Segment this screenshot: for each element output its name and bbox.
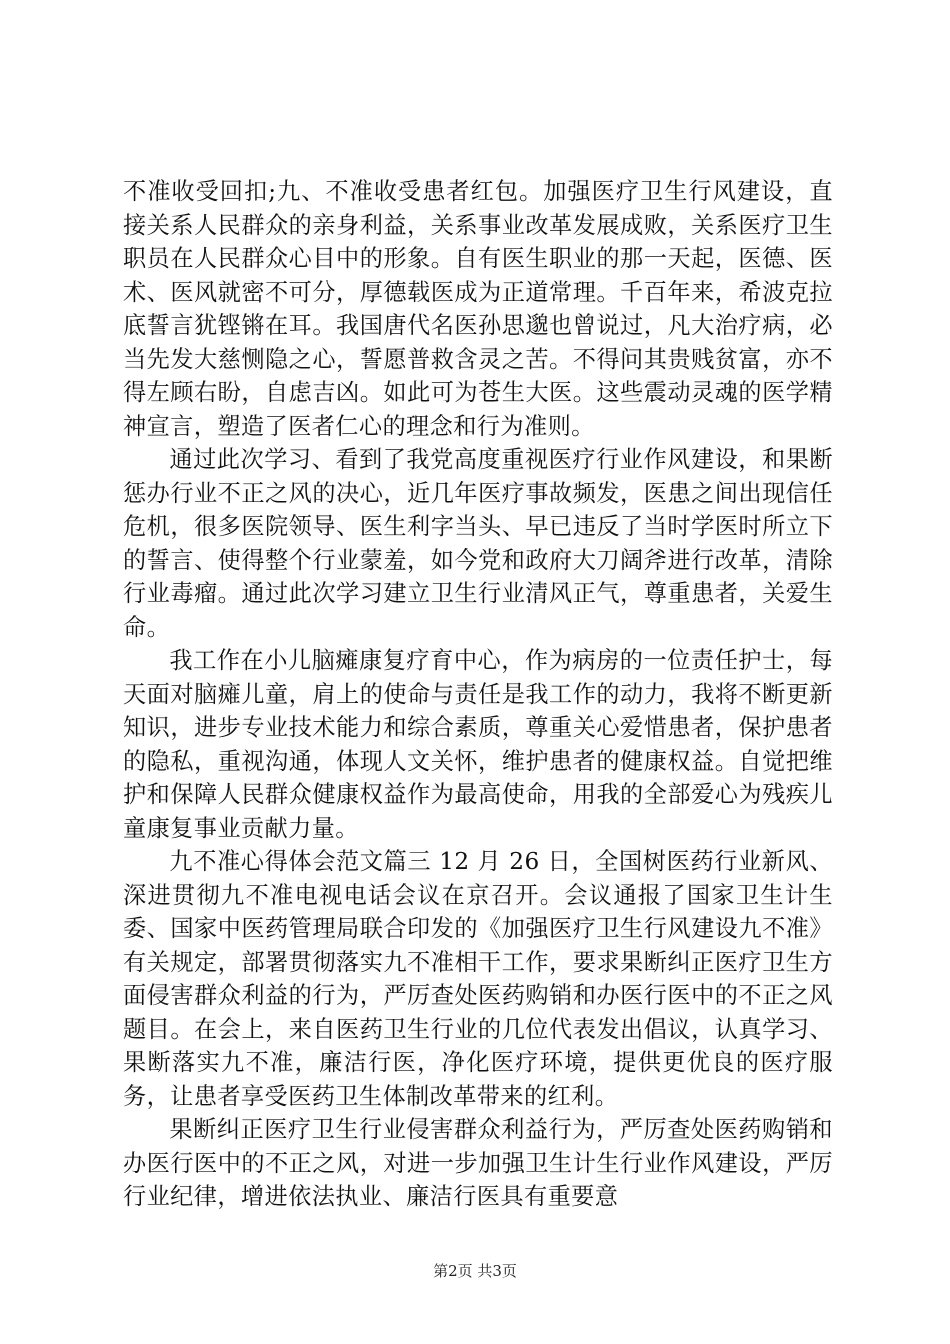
paragraph-1: 不准收受回扣;九、不准收受患者红包。加强医疗卫生行风建设，直接关系人民群众的亲身利益，关系事业改革发展成败，关系医疗卫生职员在人民群众心目中的形象。自有医生职业的那一天起，医德、医术、医风就密不可分，厚德载医成为正道常理。千百年来，希波克拉底誓言犹铿锵在耳。我国唐代名医孙思邈也曾说过，凡大治疗病，必当先发大慈恻隐之心，誓愿普救含灵之苦。不得问其贵贱贫富，亦不得左顾右盼，自虑吉凶。如此可为苍生大医。这些震动灵魂的医学精神宣言，塑造了医者仁心的理念和行为准则。: [123, 178, 833, 440]
paragraph-5: 果断纠正医疗卫生行业侵害群众利益行为，严厉查处医药购销和办医行医中的不正之风，对进一步加强卫生计生行业作风建设，严厉行业纪律，增进依法执业、廉洁行医具有重要意: [123, 1116, 833, 1210]
paragraph-2: 通过此次学习、看到了我党高度重视医疗行业作风建设，和果断惩办行业不正之风的决心，近几年医疗事故频发，医患之间出现信任危机，很多医院领导、医生利字当头、早已违反了当时学医时所立下的誓言、使得整个行业蒙羞，如今党和政府大刀阔斧进行改革，清除行业毒瘤。通过此次学习建立卫生行业清风正气，尊重患者，关爱生命。: [123, 446, 833, 641]
paragraph-3: 我工作在小儿脑瘫康复疗育中心，作为病房的一位责任护士，每天面对脑瘫儿童，肩上的使命与责任是我工作的动力，我将不断更新知识，进步专业技术能力和综合素质，尊重关心爱惜患者，保护患者的隐私，重视沟通，体现人文关怀，维护患者的健康权益。自觉把维护和保障人民群众健康权益作为最高使命，用我的全部爱心为残疾儿童康复事业贡献力量。: [123, 647, 833, 842]
page-number-footer: 第2页 共3页: [433, 1262, 517, 1280]
paragraph-4: 九不准心得体会范文篇三 12 月 26 日，全国树医药行业新风、深进贯彻九不准电视电话会议在京召开。会议通报了国家卫生计生委、国家中医药管理局联合印发的《加强医疗卫生行风建设九不准》有关规定，部署贯彻落实九不准相干工作，要求果断纠正医疗卫生方面侵害群众利益的行为，严厉查处医药购销和办医行医中的不正之风题目。在会上，来自医药卫生行业的几位代表发出倡议，认真学习、果断落实九不准，廉洁行医，净化医疗环境，提供更优良的医疗服务，让患者享受医药卫生体制改革带来的红利。: [123, 848, 833, 1110]
document-body: [123, 175, 833, 1214]
